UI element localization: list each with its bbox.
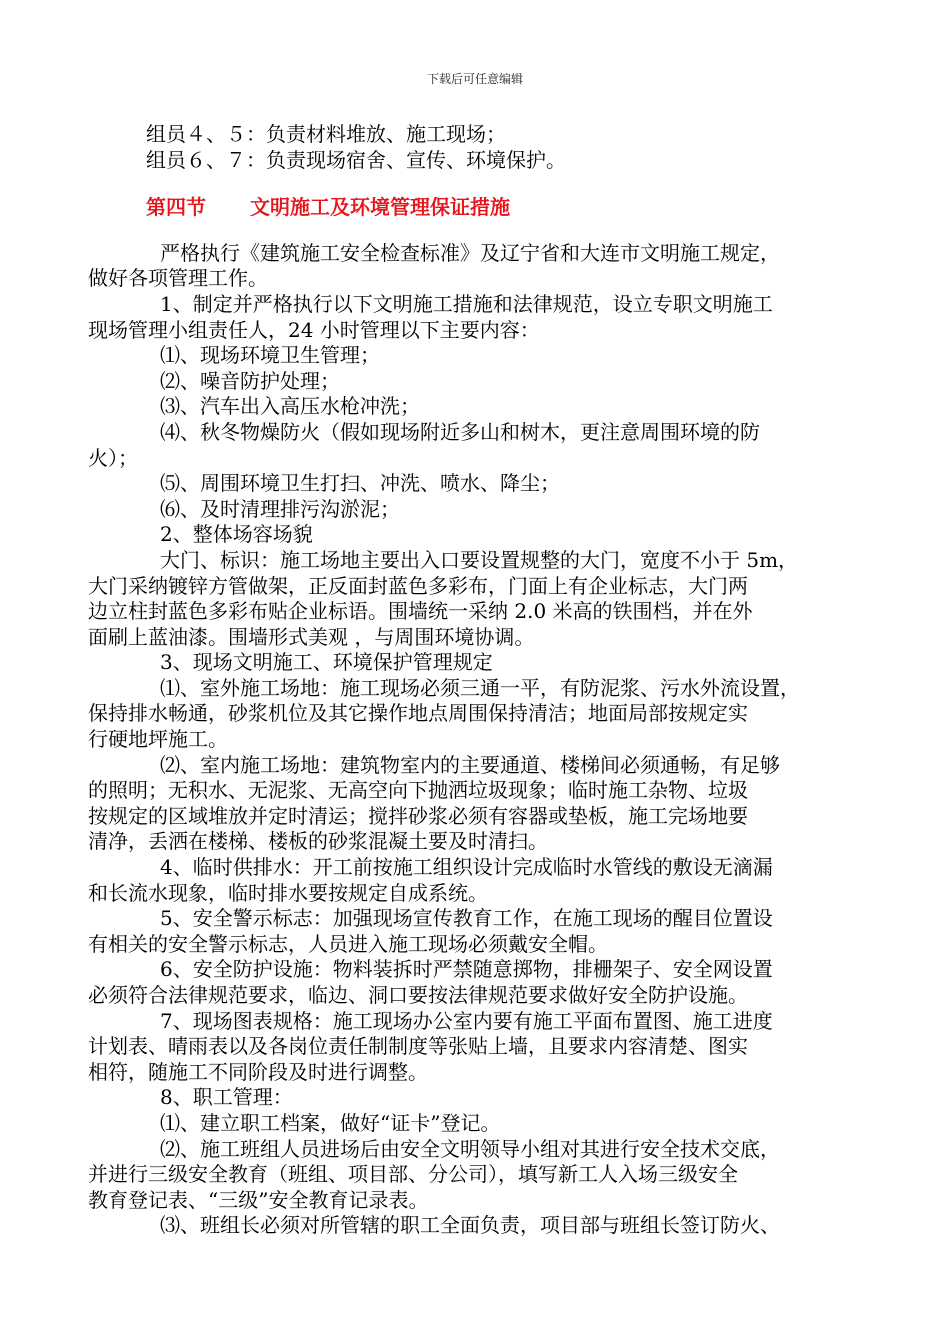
- text-line: ⑴、建立职工档案，做好“证卡”登记。: [160, 1110, 501, 1135]
- text-line: ⑵、室内施工场地：建筑物室内的主要通道、楼梯间必须通畅，有足够: [160, 752, 780, 777]
- text-line: ⑵、噪音防护处理；: [160, 368, 340, 393]
- text-line: 并进行三级安全教育（班组、项目部、分公司），填写新工人入场三级安全: [88, 1162, 738, 1187]
- text-line: 大门、标识：施工场地主要出入口要设置规整的大门，宽度不小于 5m，: [160, 547, 799, 572]
- text-line: 8、职工管理：: [160, 1085, 293, 1110]
- text-line: 行硬地坪施工。: [88, 727, 228, 752]
- text-line: ⑴、现场环境卫生管理；: [160, 343, 380, 368]
- text-line: 做好各项管理工作。: [88, 266, 268, 291]
- text-line: 7、现场图表规格：施工现场办公室内要有施工平面布置图、施工进度: [160, 1008, 773, 1033]
- text-line: 2、整体场容场貌: [160, 522, 313, 547]
- text-line: ⑹、及时清理排污沟淤泥；: [160, 496, 400, 521]
- text-line: 相符，随施工不同阶段及时进行调整。: [88, 1059, 428, 1084]
- text-line: 组员４、５：负责材料堆放、施工现场；: [146, 122, 506, 146]
- text-line: 火）；: [88, 445, 138, 470]
- text-line: 的照明；无积水、无泥浆、无高空向下抛洒垃圾现象；临时施工杂物、垃圾: [88, 778, 748, 803]
- document-body: [88, 122, 866, 1239]
- text-line: 4、临时供排水：开工前按施工组织设计完成临时水管线的敷设无滴漏: [160, 855, 773, 880]
- text-line: 面刷上蓝油漆。围墙形式美观 ，与周围环境协调。: [88, 624, 535, 649]
- text-line: 清净，丢洒在楼梯、楼板的砂浆混凝土要及时清扫。: [88, 829, 548, 854]
- text-line: ⑵、施工班组人员进场后由安全文明领导小组对其进行安全技术交底，: [160, 1136, 780, 1161]
- text-line: ⑷、秋冬物燥防火（假如现场附近多山和树木，更注意周围环境的防: [160, 419, 760, 444]
- text-line: ⑶、汽车出入高压水枪冲洗；: [160, 394, 420, 419]
- text-line: ⑴、室外施工场地：施工现场必须三通一平，有防泥浆、污水外流设置，: [160, 675, 800, 700]
- text-line: ⑸、周围环境卫生打扫、冲洗、喷水、降尘；: [160, 471, 560, 496]
- text-line: ⑶、班组长必须对所管辖的职工全面负责，项目部与班组长签订防火、: [160, 1213, 780, 1238]
- section-heading: [146, 195, 866, 221]
- text-line: 按规定的区域堆放并定时清运；搅拌砂浆必须有容器或垫板，施工完场地要: [88, 803, 748, 828]
- text-line: 现场管理小组责任人，24 小时管理以下主要内容：: [88, 317, 540, 342]
- text-line: 教育登记表、“三级”安全教育记录表。: [88, 1187, 429, 1212]
- text-line: 和长流水现象，临时排水要按规定自成系统。: [88, 880, 488, 905]
- text-line: 组员６、７：负责现场宿舍、宣传、环境保护。: [146, 147, 566, 172]
- text-line: 边立柱封蓝色多彩布贴企业标语。围墙统一采纳 2.0 米高的铁围档，并在外: [88, 599, 753, 624]
- text-line: 6、安全防护设施：物料装拆时严禁随意掷物，排栅架子、安全网设置: [160, 957, 773, 982]
- text-line: 必须符合法律规范要求，临边、洞口要按法律规范要求做好安全防护设施。: [88, 983, 748, 1007]
- text-line: 1、制定并严格执行以下文明施工措施和法律规范，设立专职文明施工: [160, 291, 773, 316]
- text-line: 5、安全警示标志：加强现场宣传教育工作，在施工现场的醒目位置设: [160, 906, 773, 931]
- text-line: 保持排水畅通，砂浆机位及其它操作地点周围保持清洁；地面局部按规定实: [88, 701, 748, 726]
- text-line: 3、现场文明施工、环境保护管理规定: [160, 650, 493, 675]
- text-line: 有相关的安全警示标志，人员进入施工现场必须戴安全帽。: [88, 931, 608, 956]
- section-number: 第四节: [146, 195, 206, 220]
- text-line: 严格执行《建筑施工安全检查标准》及辽宁省和大连市文明施工规定，: [160, 240, 780, 265]
- section-title: 文明施工及环境管理保证措施: [250, 195, 510, 220]
- text-line: 计划表、晴雨表以及各岗位责任制制度等张贴上墙，且要求内容清楚、图实: [88, 1034, 748, 1059]
- text-line: 大门采纳镀锌方管做架，正反面封蓝色多彩布，门面上有企业标志，大门两: [88, 573, 748, 598]
- page-header: 下载后可任意编辑: [426, 72, 523, 86]
